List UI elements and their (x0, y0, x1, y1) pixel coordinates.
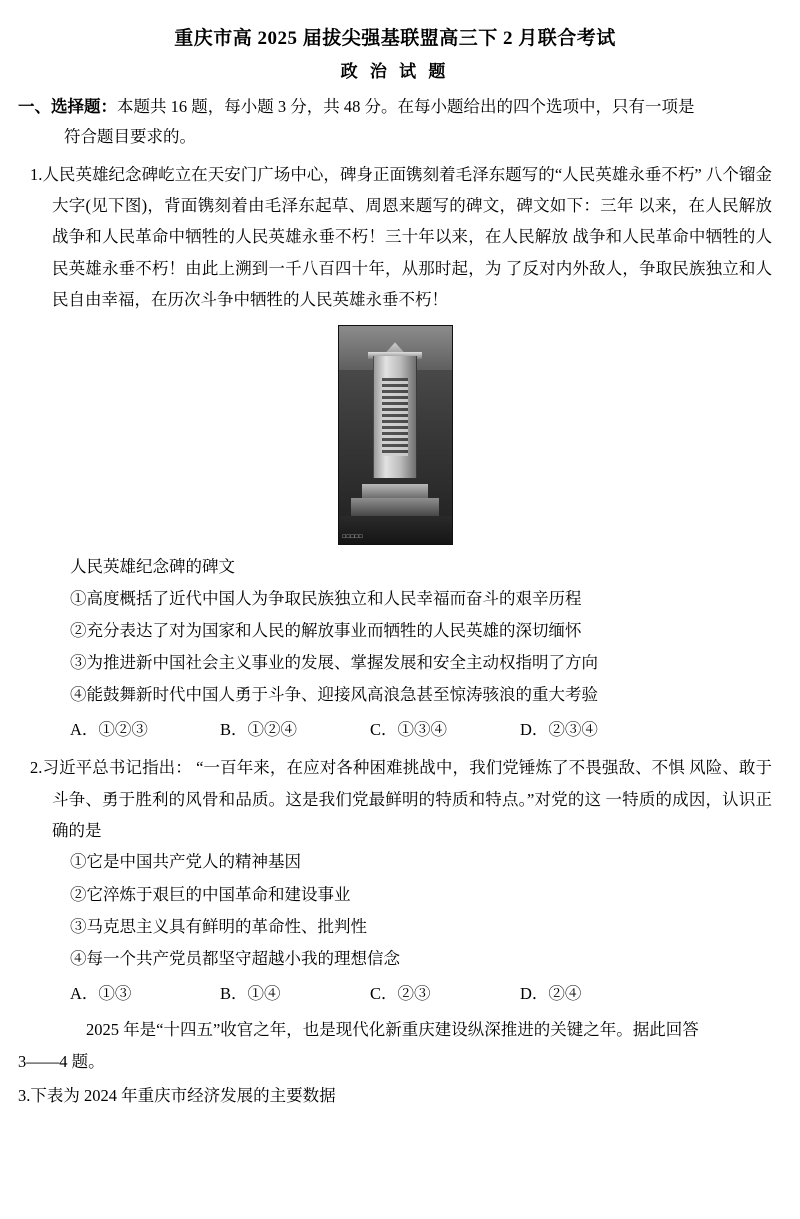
question-3 (18, 1080, 772, 1112)
question-1-line-2: 八个镏金大字(见下图)，背面镌刻着由毛泽东起草、周恩来题写的碑文，碑文如下：三年 (52, 164, 772, 215)
question-1-line-3: 以来，在人民解放战争和人民革命中牺牲的人民英雄永垂不朽！三十年以来，在人民解放 (52, 195, 773, 247)
section-one-text-cont: 符合题目要求的。 (64, 127, 196, 147)
question-1 (18, 159, 772, 747)
monument-photo (338, 325, 453, 545)
question-1-lead: 人民英雄纪念碑的碑文 (70, 557, 235, 577)
question-2-option-a[interactable]: A．①③ (70, 984, 132, 1004)
question-2-statement-2: ②它淬炼于艰巨的中国革命和建设事业 (70, 884, 351, 904)
passage-intro (18, 1014, 772, 1046)
question-2-options (18, 977, 772, 1010)
section-one-label: 一、选择题： (18, 96, 117, 116)
question-2-line-1: 习近平总书记指出： “一百年来，在应对各种困难挑战中，我们党锤炼了不畏强敌、不惧 (42, 758, 685, 778)
question-1-stem (18, 159, 772, 316)
question-1-option-d[interactable]: D．②③④ (520, 720, 598, 740)
question-3-number: 3. (18, 1086, 31, 1106)
question-1-option-b[interactable]: B．①②④ (220, 720, 298, 740)
figure-container (18, 325, 772, 545)
question-2-line-3: 一特质的成因，认识正确的是 (52, 789, 773, 841)
photo-watermark: □□□□□ (342, 533, 364, 541)
section-one-heading (18, 92, 772, 153)
question-1-options (18, 713, 772, 746)
monument-lower-base (351, 498, 439, 518)
question-1-option-c[interactable]: C．①③④ (370, 720, 448, 740)
question-2-option-b[interactable]: B．①④ (220, 984, 281, 1004)
question-1-statement-4: ④能鼓舞新时代中国人勇于斗争、迎接风高浪急甚至惊涛骇浪的重大考验 (70, 685, 598, 705)
passage-line-1: 2025 年是“十四五”收官之年，也是现代化新重庆建设纵深推进的关键之年。据此回答 (86, 1020, 699, 1040)
question-3-text: 下表为 2024 年重庆市经济发展的主要数据 (30, 1086, 336, 1106)
question-1-option-a[interactable]: A．①②③ (70, 720, 148, 740)
question-2-option-c[interactable]: C．②③ (370, 984, 431, 1004)
section-one-text: 本题共 16 题，每小题 3 分，共 48 分。在每小题给出的四个选项中，只有一项是 (117, 96, 695, 116)
passage-line-2: 3——4 题。 (18, 1052, 105, 1072)
question-1-line-5: 了反对内外敌人，争取民族独立和人民自由幸福，在历次斗争中牺牲的人民英雄永垂不朽！ (52, 258, 773, 309)
page-subtitle: 政 治 试 题 (340, 61, 450, 81)
question-2-line-2: 风险、敢于斗争、勇于胜利的风骨和品质。这是我们党最鲜明的特质和特点。”对党的这 (52, 758, 773, 809)
question-2-statement-3: ③马克思主义具有鲜明的革命性、批判性 (70, 916, 367, 936)
question-1-statement-2: ②充分表达了对为国家和人民的解放事业而牺牲的人民英雄的深切缅怀 (70, 620, 582, 640)
page-title: 重庆市高 2025 届拔尖强基联盟高三下 2 月联合考试 (174, 28, 616, 49)
question-2-option-d[interactable]: D．②④ (520, 984, 582, 1004)
question-1-number: 1. (30, 164, 43, 184)
question-2-statement-4: ④每一个共产党员都坚守超越小我的理想信念 (70, 948, 400, 968)
question-1-line-1: 人民英雄纪念碑屹立在天安门广场中心，碑身正面镌刻着毛泽东题写的“人民英雄永垂不朽” (42, 164, 702, 184)
monument-inscription (382, 378, 408, 456)
question-1-statement-1: ①高度概括了近代中国人为争取民族独立和人民幸福而奋斗的艰辛历程 (70, 588, 582, 608)
question-1-statement-3: ③为推进新中国社会主义事业的发展、掌握发展和安全主动权指明了方向 (70, 653, 598, 673)
question-1-line-4: 战争和人民革命中牺牲的人民英雄永垂不朽！由此上溯到一千八百四十年，从那时起，为 (52, 227, 773, 278)
question-2-statement-1: ①它是中国共产党人的精神基因 (70, 852, 301, 872)
question-2 (18, 752, 772, 1010)
question-2-number: 2. (30, 758, 43, 778)
question-2-stem (18, 752, 772, 846)
